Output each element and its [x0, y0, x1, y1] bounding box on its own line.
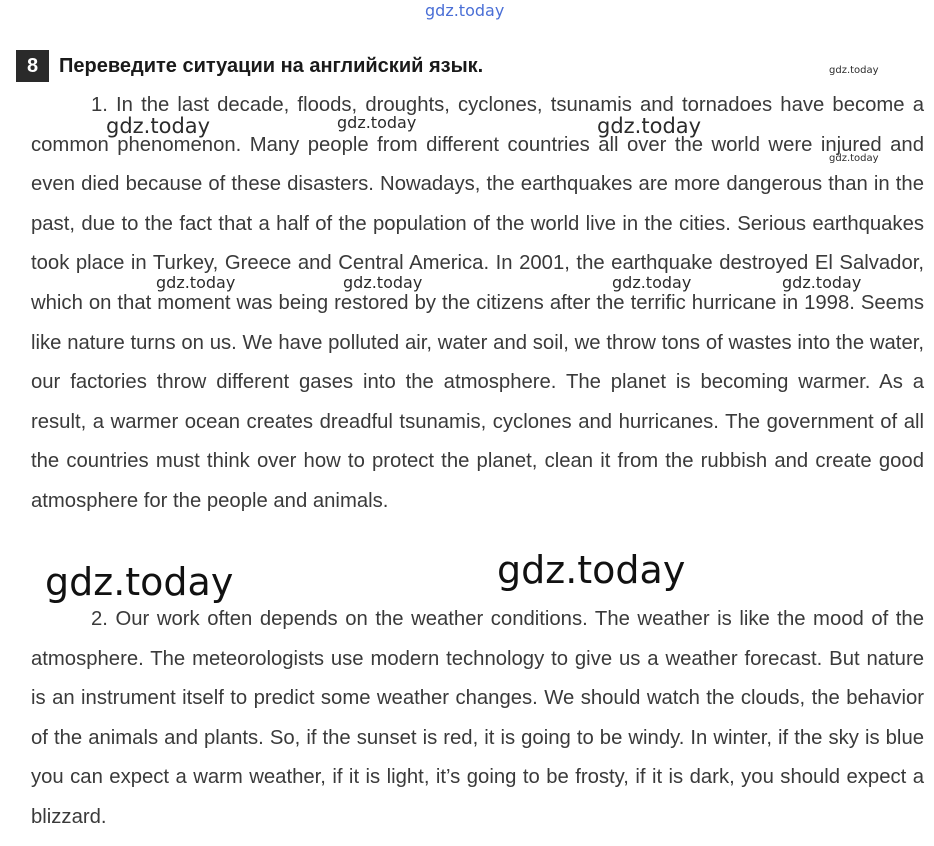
- paragraph-1: 1. In the last decade, floods, droughts, cyclones, tsunamis and tornadoes have become a common phenomenon. Many people from different countries all over the world were injured and even died because of these disasters. Nowadays, the earthquakes are more dangerous than in the past, due to the fact that a half of the population of the world live in the cities. Serious earthquakes took place in Turkey, Greece and Central America. In 2001, the earthquake destroyed El Salvador, which on that moment was being restored by the citizens after the terrific hurricane in 1998. Seems like nature turns on us. We have polluted air, water and soil, we throw tons of wastes into the water, our factories throw different gases into the atmosphere. The planet is becoming warmer. As a result, a warmer ocean creates dreadful tsunamis, cyclones and hurricanes. The government of all the countries must think over how to protect the planet, clean it from the rubbish and create good atmosphere for the people and animals.: [31, 94, 924, 512]
- watermark: gdz.today: [829, 153, 879, 164]
- task-number-badge: 8: [16, 50, 49, 82]
- page-header-watermark: gdz.today: [425, 1, 505, 20]
- watermark: gdz.today: [343, 273, 423, 292]
- watermark: gdz.today: [782, 273, 862, 292]
- watermark: gdz.today: [597, 114, 702, 138]
- watermark: gdz.today: [156, 273, 236, 292]
- watermark: gdz.today: [497, 548, 686, 592]
- task-header: [16, 50, 483, 82]
- paragraph-2: 2. Our work often depends on the weather conditions. The weather is like the mood of the atmosphere. The meteorologists use modern technology to give us a weather forecast. But nature is an instrument itself to predict some weather changes. We should watch the clouds, the behavior of the animals and plants. So, if the sunset is red, it is going to be windy. In winter, if the sky is blue you can expect a warm weather, if it is light, it’s going to be frosty, if it is dark, you should expect a blizzard.: [31, 608, 924, 828]
- watermark: gdz.today: [612, 273, 692, 292]
- watermark: gdz.today: [106, 114, 211, 138]
- watermark: gdz.today: [337, 113, 417, 132]
- watermark: gdz.today: [45, 560, 234, 604]
- task-title: Переведите ситуации на английский язык.: [59, 54, 484, 77]
- watermark: gdz.today: [829, 65, 879, 76]
